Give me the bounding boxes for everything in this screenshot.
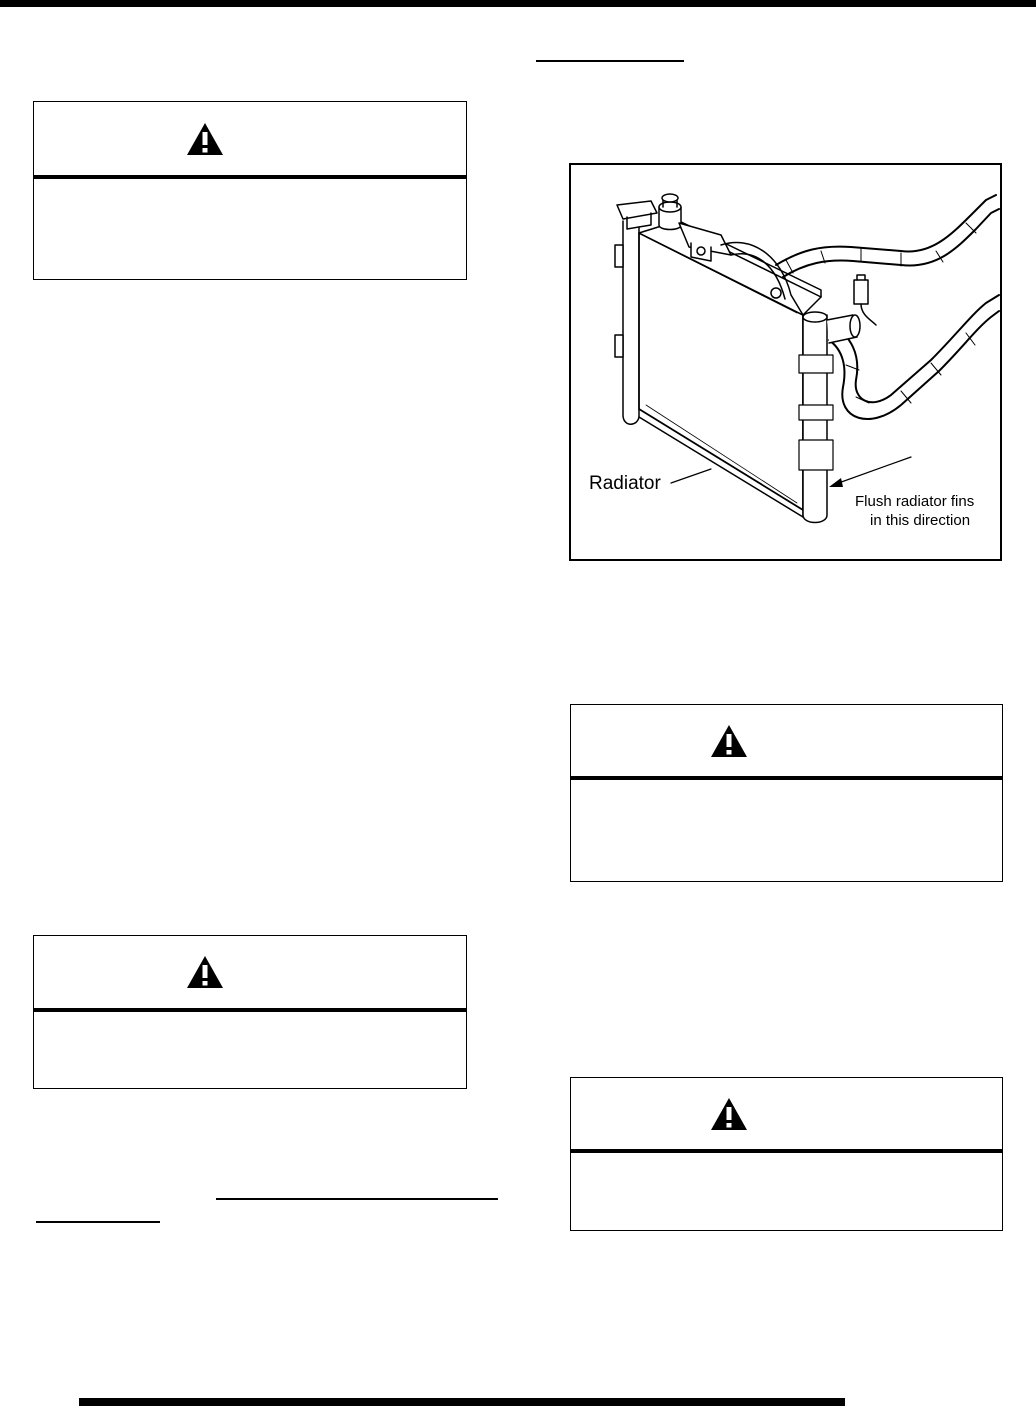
warning-header	[571, 705, 1002, 780]
warning-header	[571, 1078, 1002, 1153]
cross-reference-underline-continued	[36, 1221, 160, 1223]
cross-reference-underline	[216, 1198, 498, 1200]
warning-box-1	[33, 101, 467, 280]
top-rule	[0, 0, 1036, 7]
radiator-figure	[569, 163, 1002, 561]
warning-box-2	[33, 935, 467, 1089]
flush-direction-label-line2: in this direction	[870, 512, 971, 529]
flush-direction-label: Flush radiator fins	[855, 493, 975, 510]
warning-text	[571, 780, 1002, 808]
warning-box-4	[570, 1077, 1003, 1231]
warning-triangle-icon	[185, 121, 225, 157]
section-heading-underline	[536, 60, 684, 62]
warning-triangle-icon	[709, 723, 749, 759]
warning-text	[34, 1012, 466, 1040]
warning-header	[34, 102, 466, 179]
warning-triangle-icon	[185, 954, 225, 990]
radiator-label: Radiator	[589, 473, 661, 494]
warning-header	[34, 936, 466, 1012]
bottom-rule	[79, 1398, 845, 1406]
warning-text	[571, 1153, 1002, 1181]
warning-text	[34, 179, 466, 207]
warning-box-3	[570, 704, 1003, 882]
warning-triangle-icon	[709, 1096, 749, 1132]
